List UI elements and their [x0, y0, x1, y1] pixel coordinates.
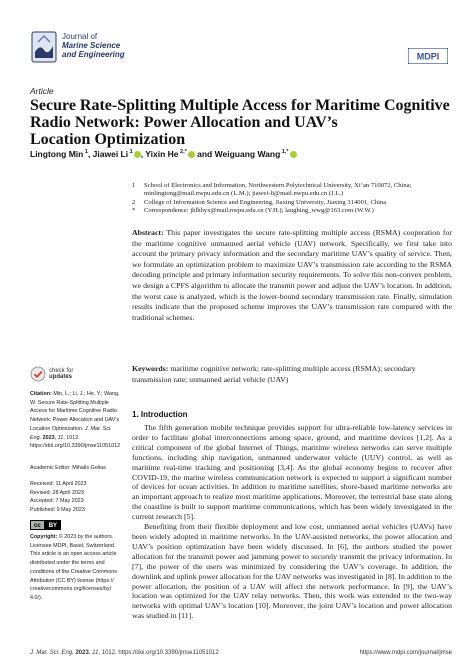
- cc-badge-cc: cc: [30, 520, 45, 530]
- date-accepted: Accepted: 7 May 2023: [30, 498, 84, 505]
- journal-name-line3: and Engineering: [62, 50, 125, 59]
- author-affiliation-sup: 1: [128, 149, 133, 156]
- abstract-text: This paper investigates the secure rate-splitting multiple access (RSMA) cooperation for the maritime cognitive unmanned aerial vehicle (UAV) network. Specifically, we first take into account the primary privacy information and the secondary maritime UAV’s quality of service. Then, we formulate an optimization problem to maximize UAV’s transmission rate according to the RSMA decoding principle and primary information security requirements. To solve this non-convex problem, we design a CPFS algorithm to allocate the transmit power and adjust the UAV’s location. In addition, the worst case is analyzed, which is the lower-bound secondary transmission rate. Finally, simulation results indicate that the proposed scheme improves the UAV’s transmission rate compared with the traditional schemes.: [132, 228, 453, 322]
- paragraph: Benefiting from their flexible deployment and low cost, unmanned aerial vehicles (UAVs) have been widely adopted in maritime networks. In the UAV-assisted networks, the power allocation and UAV’s position optimization have been widely discussed. In [6], the authors studied the power allocation for the transmit power and jamming power to securely transmit the privacy information. In [7], the power of the users was minimized by considering the UAV’s coverage. In addition, the downlink and uplink power allocation for the UAV networks was investigated in [8]. In addition to the power allocation, the position of a UAV will affect the network performance. In [9], the UAV’s location was optimized for the UAV relay networks. Then, this work was extended to the two-way networks with optimal UAV’s location [10]. Moreover, the joint UAV’s location and power allocation was studied in [11].: [132, 522, 452, 621]
- check-for-updates-icon: [30, 366, 46, 382]
- footer-citation: J. Mar. Sci. Eng. 2023, 11, 1012. https://doi.org/10.3390/jmse11051012: [30, 650, 219, 656]
- orcid-icon[interactable]: [188, 151, 195, 158]
- author-affiliation-sup: 2,*: [178, 149, 187, 156]
- author-name[interactable]: Jiawei Li: [92, 149, 129, 159]
- cc-by-license-badge[interactable]: [30, 520, 61, 530]
- footer-doi[interactable]: , 1012. https://doi.org/10.3390/jmse11051012: [98, 650, 219, 656]
- paragraph: The fifth generation mobile technique provides support for ultra-reliable low-latency services in order to facilitate global interconnections among space, ground, and maritime devices [1,2]. As a critical component of the global Internet of Things, maritime wireless networks can serve multiple functions, including ship navigation, unmanned underwater vehicle (UUV) control, as well as maritime real-time tracking and positioning [3,4]. As the global economy begins to recover after COVID-19, the marine wireless communication network is expected to support a significant number of devices for ocean activities. In addition to maritime satellites, shore-based maritime networks are an important approach to realize most maritime applications. Moreover, the terrestrial base state along the coastline is built to support maritime communications, which has been widely investigated in the current research [5].: [132, 423, 452, 522]
- correspondence: [132, 207, 452, 215]
- page-footer: [30, 650, 452, 656]
- author-affiliation-sup: 1: [83, 149, 88, 156]
- orcid-icon[interactable]: [290, 151, 297, 158]
- copyright-text: © 2023 by the authors. Licensee MDPI, Basel, Switzerland. This article is an open access article distributed under the terms and conditions of the Creative Commons Attribution (CC BY) license (https:// creativecommons.org/licenses/by/ 4.0/).: [30, 534, 117, 601]
- cc-badge-by: BY: [45, 520, 61, 530]
- mdpi-logo-text: MDPI: [416, 51, 440, 62]
- copyright-text-block: [30, 533, 122, 603]
- copyright-block: [30, 520, 122, 603]
- section-heading: 1. Introduction: [132, 410, 188, 419]
- keywords-label: Keywords:: [132, 364, 169, 373]
- title-line: Secure Rate-Splitting Multiple Access for Maritime Cognitive: [30, 97, 450, 114]
- author-name[interactable]: Lingtong Min: [30, 149, 84, 159]
- author-separator: ,: [87, 149, 93, 159]
- title-line: Radio Network: Power Allocation and UAV’s: [30, 114, 338, 131]
- affiliation-mark: *: [132, 207, 136, 215]
- journal-name-line2: Marine Science: [62, 41, 121, 50]
- copyright-label: Copyright:: [30, 534, 58, 540]
- footer-journal-url[interactable]: https://www.mdpi.com/journal/jmse: [359, 650, 452, 656]
- mdpi-logo-icon: [408, 48, 448, 64]
- correspondence-text: Correspondence: jhlhhyx@mail.nwpu.edu.cn (Y.H.); laughing_wwg@163.com (W.W.): [144, 207, 374, 215]
- author-name[interactable]: Weiguang Wang: [214, 149, 281, 159]
- citation-doi[interactable]: , 1012. https://doi.org/10.3390/jmse11051012: [30, 434, 121, 450]
- footer-year: 2023: [75, 650, 89, 656]
- author-list: [30, 149, 450, 159]
- journal-logo: [30, 30, 58, 64]
- author-name[interactable]: Yixin He: [145, 149, 179, 159]
- date-revised: Revised: 28 April 2023: [30, 489, 84, 496]
- check-for-updates-button[interactable]: [30, 364, 90, 384]
- footer-volume: 11: [92, 650, 99, 656]
- citation-block: Citation: Min, L.; Li, J.; He, Y.; Wang, W. Secure Rate-Splitting Multiple Access for Maritime Cognitive Radio Network: Power Allocation and UAV’s Location Optimization. J. Mar. Sci. Eng. 2023, 11, 1012. https://doi.org/10.3390/jmse11051012: [30, 391, 121, 450]
- article-type: Article: [30, 86, 54, 96]
- publication-dates: [30, 480, 122, 515]
- citation-year: 2023: [42, 434, 55, 441]
- affiliation-mark: 1: [132, 182, 136, 189]
- affiliation-text: School of Electronics and Information, Northwestern Polytechnical University, Xi’an 710072, China; minlingtong@mail.nwpu.edu.cn (L.M.); jiawei-li@mail.nwpu.edu.cn (J.L.): [144, 182, 412, 198]
- introduction-body: [132, 423, 452, 621]
- keywords-text: maritime cognitive network; rate-splitting multiple access (RSMA); secondary transmission rate; unmanned aerial vehicle (UAV): [132, 364, 416, 384]
- date-published: Published: 9 May 2023: [30, 507, 85, 514]
- abstract: [132, 228, 452, 323]
- mdpi-logo: [408, 48, 448, 64]
- affiliation-text: College of Information Science and Engineering, Jiaxing University, Jiaxing 314001, China: [144, 198, 387, 206]
- citation-volume: 11: [57, 434, 64, 441]
- citation-label: Citation:: [30, 391, 52, 397]
- date-received: Received: 11 April 2023: [30, 481, 87, 487]
- abstract-label: Abstract:: [132, 228, 164, 237]
- footer-journal: J. Mar. Sci. Eng.: [30, 650, 74, 656]
- check-line-1: check for: [49, 367, 74, 374]
- affiliation-1: [132, 182, 452, 199]
- check-line-2: updates: [49, 374, 73, 380]
- journal-name: [62, 32, 182, 59]
- author-separator: and: [194, 149, 215, 159]
- journal-emblem-icon: [30, 30, 58, 64]
- keywords: [132, 364, 452, 385]
- affiliation-2: [132, 199, 452, 207]
- affiliations: [132, 182, 452, 216]
- article-title: [30, 97, 450, 148]
- orcid-icon[interactable]: [134, 151, 141, 158]
- citation-journal: J. Mar. Sci. Eng.: [30, 425, 112, 441]
- author-separator: ,: [140, 149, 146, 159]
- citation-text: Min, L.; Li, J.; He, Y.; Wang, W. Secure Rate-Splitting Multiple Access for Maritime Cognitive Radio Network: Power Allocation and UAV’s Location Optimization.: [30, 391, 120, 432]
- academic-editor: Academic Editor: Mihalis Golias: [30, 465, 106, 471]
- journal-name-line1: Journal of: [62, 32, 98, 41]
- affiliation-mark: 2: [132, 198, 136, 206]
- check-for-updates-label: [49, 368, 73, 381]
- title-line: Location Optimization: [30, 131, 186, 148]
- author-affiliation-sup: 1,*: [280, 149, 289, 156]
